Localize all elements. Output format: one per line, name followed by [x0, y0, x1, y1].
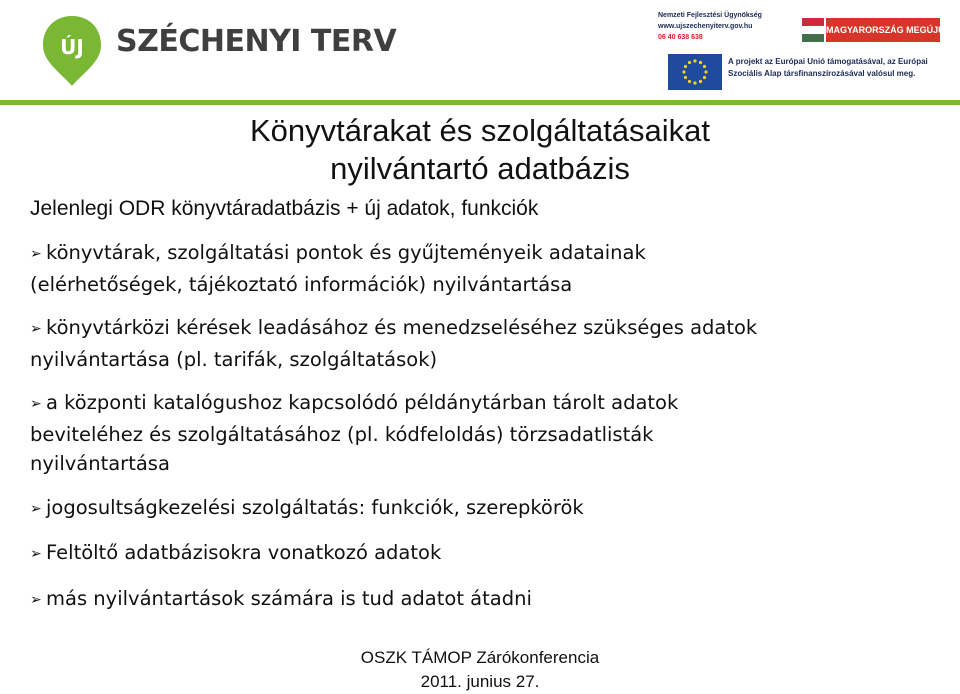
eu-star-icon — [699, 80, 702, 83]
eu-star-icon — [693, 59, 696, 62]
arrow-bullet-icon: ➢ — [30, 396, 42, 412]
eu-funding-notice — [728, 56, 948, 80]
eu-star-icon — [688, 80, 691, 83]
eu-star-icon — [684, 76, 687, 79]
header — [0, 0, 960, 104]
agency-info — [658, 10, 798, 43]
bullet-text: Feltöltő adatbázisokra vonatkozó adatok — [46, 541, 442, 564]
footer — [300, 646, 660, 694]
agency-url: www.ujszechenyiterv.gov.hu — [658, 23, 753, 30]
eu-flag-icon — [668, 54, 722, 90]
arrow-bullet-icon: ➢ — [30, 246, 42, 262]
svg-text:ÚJ: ÚJ — [60, 35, 84, 59]
eu-star-icon — [682, 70, 685, 73]
list-item — [30, 538, 940, 570]
eu-star-icon — [703, 65, 706, 68]
list-item — [30, 313, 940, 374]
bullet-list — [30, 238, 940, 629]
arrow-bullet-icon: ➢ — [30, 321, 42, 337]
eu-star-icon — [699, 61, 702, 64]
agency-phone: 06 40 638 638 — [658, 34, 703, 41]
arrow-bullet-icon: ➢ — [30, 500, 42, 517]
eu-notice-line: A projekt az Európai Unió támogatásával, az Európai — [728, 57, 928, 66]
hungarian-flag-icon — [802, 18, 824, 42]
footer-event: OSZK TÁMOP Zárókonferencia — [360, 648, 600, 667]
bullet-text: jogosultságkezelési szolgáltatás: funkciók, szerepkörök — [46, 495, 584, 519]
eu-star-icon — [704, 70, 707, 73]
bullet-text: könyvtárközi kérések leadásához és menedzseléséhez szükséges adatok nyilvántartása (pl. tarifák, szolgáltatások) — [30, 316, 758, 371]
arrow-bullet-icon: ➢ — [30, 591, 42, 608]
eu-star-icon — [684, 65, 687, 68]
arrow-bullet-icon: ➢ — [30, 546, 42, 562]
header-divider — [0, 100, 960, 105]
szechenyi-pin-logo-icon — [40, 14, 104, 88]
eu-star-icon — [703, 76, 706, 79]
eu-star-icon — [688, 61, 691, 64]
bullet-text: más nyilvántartások számára is tud adatot átadni — [46, 586, 532, 610]
agency-name: Nemzeti Fejlesztési Ügynökség — [658, 12, 762, 19]
logo-wordmark: SZÉCHENYI TERV — [116, 24, 397, 59]
slide-title: Könyvtárakat és szolgáltatásaikat nyilvántartó adatbázis — [249, 113, 711, 186]
bullet-text: könyvtárak, szolgáltatási pontok és gyűjteményeik adatainak (elérhetőségek, tájékoztató információk) nyilvántartása — [30, 241, 646, 296]
list-item — [30, 388, 940, 479]
bullet-text: a központi katalógushoz kapcsolódó példánytárban tárolt adatok beviteléhez és szolgáltatásához (pl. kódfeloldás) törzsadatlisták nyilvántartása — [30, 391, 679, 475]
list-item — [30, 238, 940, 299]
footer-date: 2011. junius 27. — [420, 672, 540, 691]
eu-notice-line: Szociális Alap társfinanszírozásával valósul meg. — [728, 69, 916, 78]
eu-star-icon — [693, 81, 696, 84]
list-item — [30, 584, 940, 616]
list-item — [30, 493, 940, 525]
country-renewal-badge: MAGYARORSZÁG MEGÚJUL — [826, 18, 940, 42]
intro-text: Jelenlegi ODR könyvtáradatbázis + új adatok, funkciók — [30, 197, 539, 220]
